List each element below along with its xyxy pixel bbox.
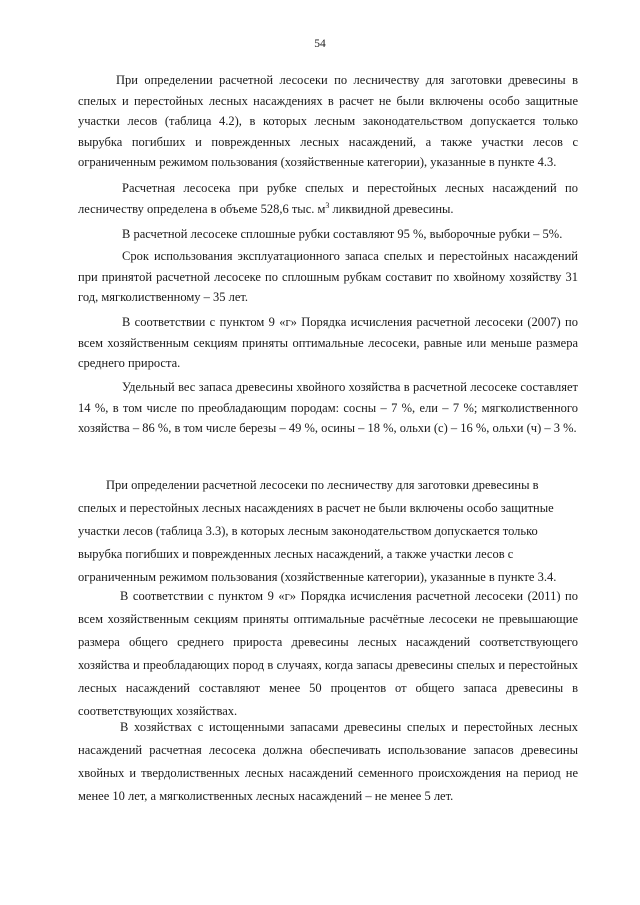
paragraph-8-text: В соответствии с пунктом 9 «г» Порядка исчисления расчетной лесосеки (2011) по всем хозяйственным секциям приняты оптимальные расчётные лесосеки не превышающие размера общего среднего прироста древесины лесных насаждений соответствующего хозяйства и преобладающих пород в случаях, когда запасы древесины спелых и перестойных лесных насаждений составляют менее 50 процентов от общего запаса древесины в соответствующих хозяйствах. — [78, 589, 578, 718]
page-number: 54 — [314, 38, 326, 50]
paragraph-4-text: Срок использования эксплуатационного запаса спелых и перестойных насаждений при принятой расчетной лесосеке по сплошным рубкам составит по хвойному хозяйству 31 год, мягколиственному – 35 лет. — [78, 249, 578, 304]
paragraph-3 — [78, 224, 578, 245]
paragraph-1 — [78, 70, 578, 173]
paragraph-2 — [78, 178, 578, 219]
paragraph-8 — [78, 585, 578, 723]
paragraph-9 — [78, 716, 578, 808]
paragraph-5 — [78, 312, 578, 374]
paragraph-6 — [78, 377, 578, 439]
paragraph-2-text-a: Расчетная лесосека при рубке спелых и перестойных лесных насаждений по лесничеству определена в объеме 528,6 тыс. м — [78, 181, 578, 216]
paragraph-2-text-b: ликвидной древесины. — [329, 201, 454, 216]
paragraph-5-text: В соответствии с пунктом 9 «г» Порядка исчисления расчетной лесосеки (2007) по всем хозяйственным секциям приняты оптимальные лесосеки, равные или меньше размера среднего прироста. — [78, 315, 578, 370]
paragraph-7 — [78, 474, 578, 589]
paragraph-7-text: При определении расчетной лесосеки по лесничеству для заготовки древесины в спелых и перестойных лесных насаждениях в расчет не были включены особо защитные участки лесов (таблица 3.3), в которых лесным законодательством допускается только вырубка погибших и поврежденных лесных насаждений, а также участки лесов с ограниченным режимом пользования (хозяйственные категории), указанные в пункте 3.4. — [78, 478, 557, 584]
paragraph-4 — [78, 246, 578, 308]
paragraph-3-text: В расчетной лесосеке сплошные рубки составляют 95 %, выборочные рубки – 5%. — [122, 227, 563, 241]
paragraph-1-text: При определении расчетной лесосеки по лесничеству для заготовки древесины в спелых и перестойных лесных насаждениях в расчет не были включены особо защитные участки лесов (таблица 4.2), в которых лесным законодательством допускается только вырубка погибших и поврежденных лесных насаждений, а также участки лесов с ограниченным режимом пользования (хозяйственные категории), указанные в пункте 4.3. — [78, 73, 578, 169]
superscript-3: 3 — [325, 200, 330, 210]
paragraph-6-text: Удельный вес запаса древесины хвойного хозяйства в расчетной лесосеке составляет 14 %, в том числе по преобладающим породам: сосны – 7 %, ели – 7 %; мягколиственного хозяйства – 86 %, в том числе березы – 49 %, осины – 18 %, ольхи (с) – 16 %, ольхи (ч) – 3 %. — [78, 380, 578, 435]
paragraph-9-text: В хозяйствах с истощенными запасами древесины спелых и перестойных лесных насаждений расчетная лесосека должна обеспечивать использование запасов древесины хвойных и твердолиственных лесных насаждений семенного происхождения на период не менее 10 лет, а мягколиственных лесных насаждений – не менее 5 лет. — [78, 720, 578, 803]
